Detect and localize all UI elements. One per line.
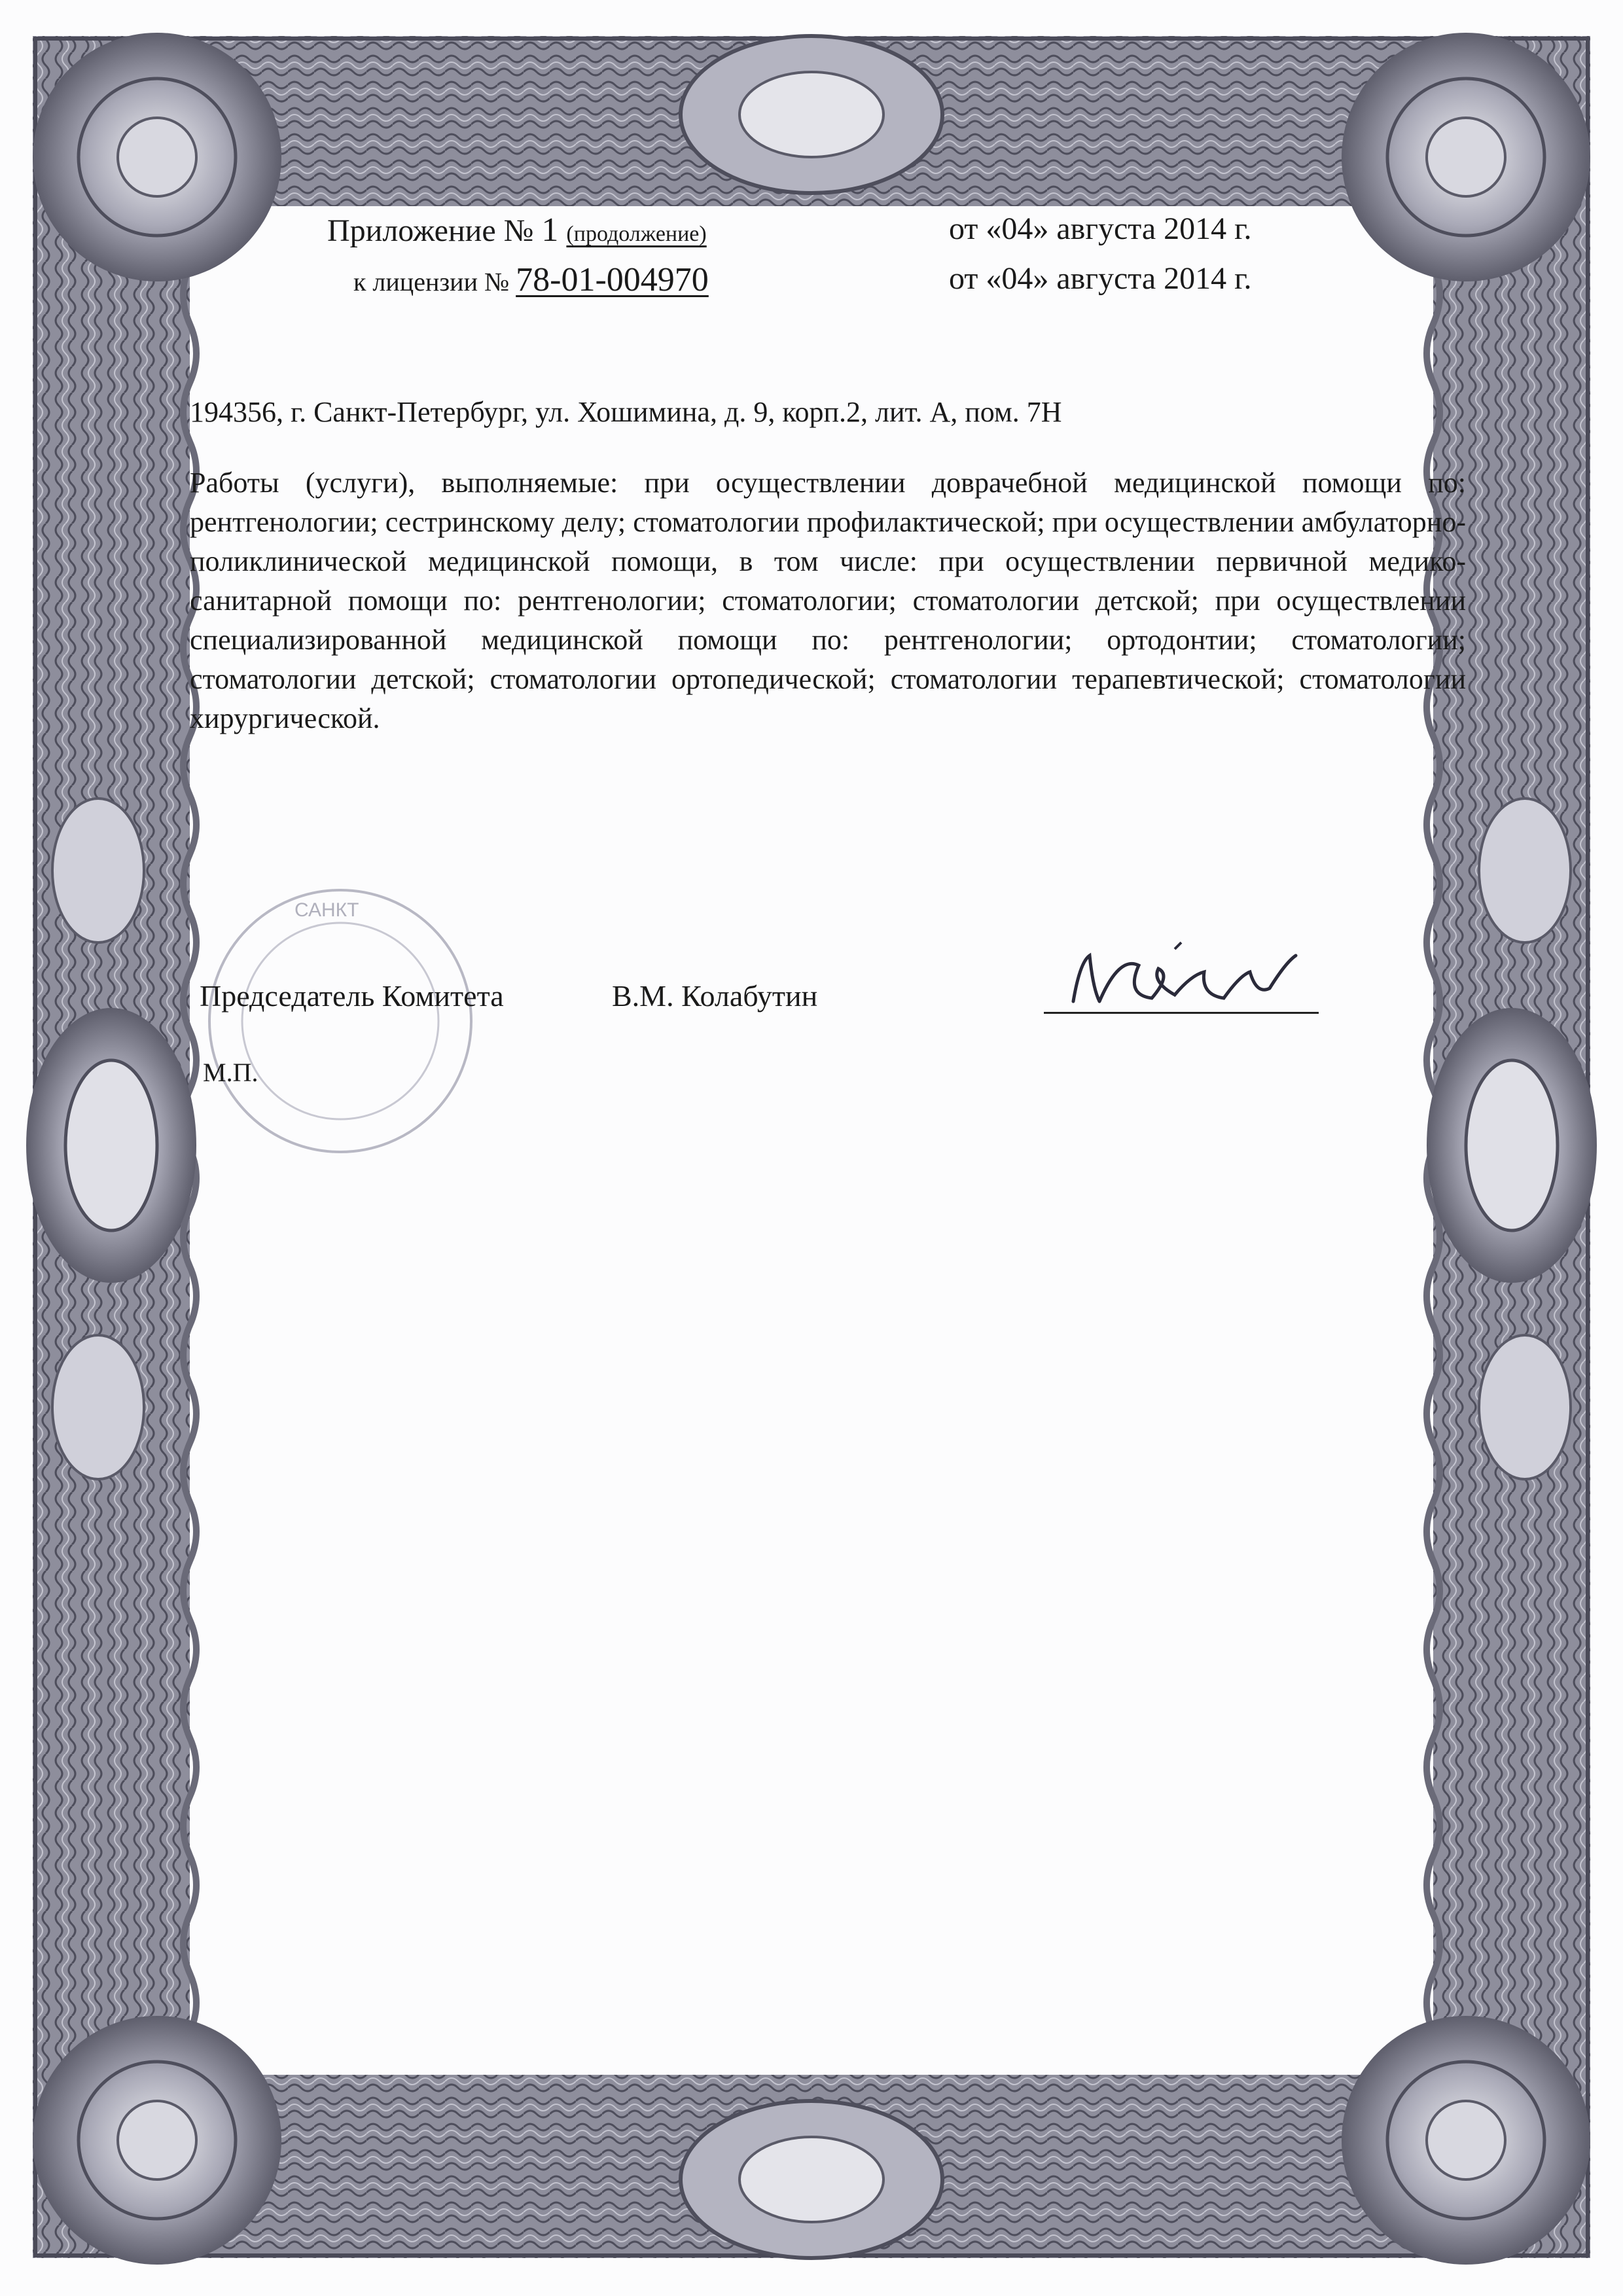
- appendix-number: 1: [541, 211, 559, 249]
- license-number: 78-01-004970: [516, 261, 709, 298]
- stamp-text: САНКТ: [294, 899, 359, 921]
- signatory-position: Председатель Комитета: [200, 979, 504, 1013]
- seal-place-mark: М.П.: [203, 1058, 259, 1087]
- appendix-heading: [327, 211, 707, 249]
- handwritten-signature: [1060, 936, 1322, 1021]
- address: 194356, г. Санкт-Петербург, ул. Хошимина, д. 9, корп.2, лит. А, пом. 7Н: [190, 396, 1062, 428]
- appendix-note: (продолжение): [566, 222, 707, 246]
- license-reference: [353, 260, 709, 299]
- license-date: от «04» августа 2014 г.: [949, 261, 1252, 296]
- signatory-name: В.М. Колабутин: [612, 979, 818, 1013]
- license-prefix: к лицензии №: [353, 267, 516, 296]
- appendix-label: Приложение №: [327, 213, 542, 248]
- licensed-works: Работы (услуги), выполняемые: при осуществлении доврачебной медицинской помощи по: рентгенологии; сестринскому делу; стоматологии профилактической; при осуществлении амбулаторно-поликлинической медицинской помощи, в том числе: при осуществлении первичной медико-санитарной помощи по: рентгенологии; стоматологии; стоматологии детской; при осуществлении специализированной медицинской помощи по: рентгенологии; ортодонтии; стоматологии; стоматологии детской; стоматологии ортопедической; стоматологии терапевтической; стоматологии хирургической.: [190, 467, 1466, 734]
- official-stamp: [196, 877, 484, 1165]
- signature-line: [1044, 1012, 1319, 1014]
- appendix-date: от «04» августа 2014 г.: [949, 211, 1252, 246]
